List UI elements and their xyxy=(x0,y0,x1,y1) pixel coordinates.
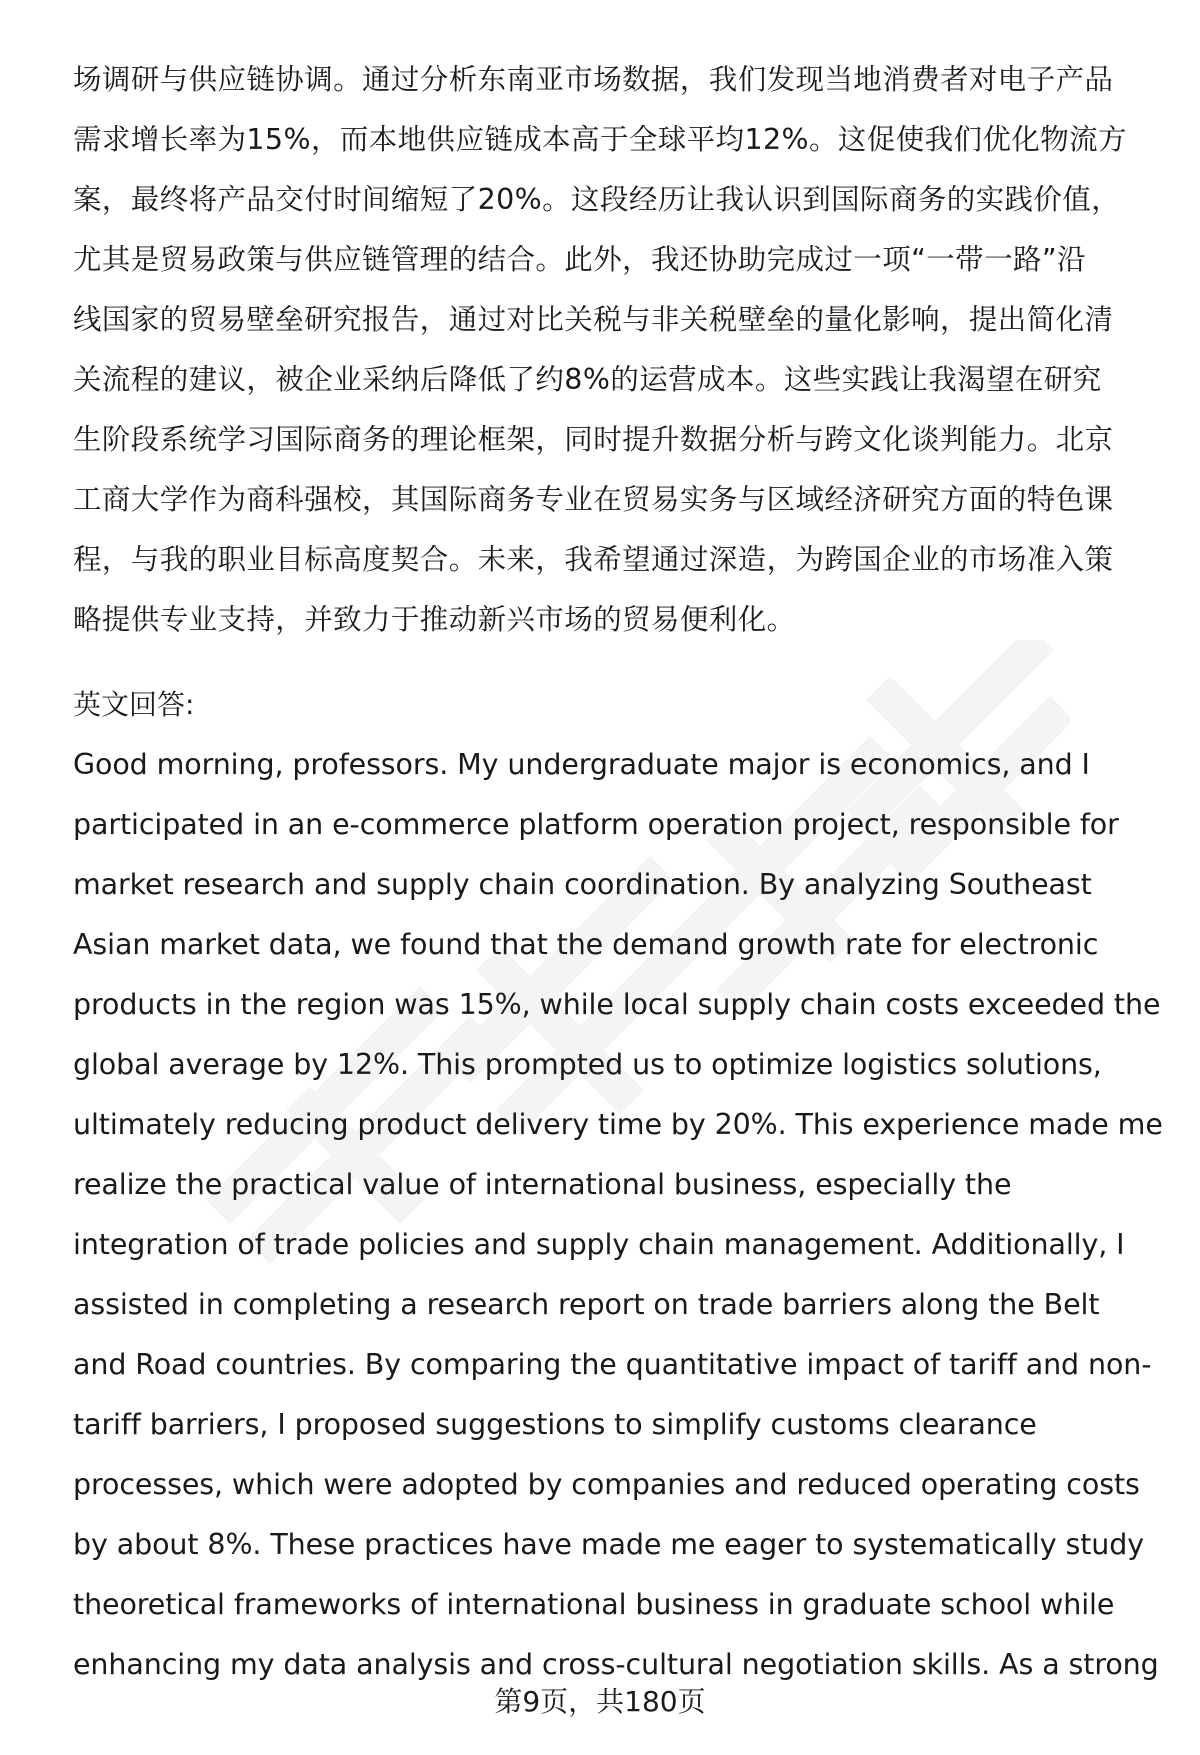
text-line: enhancing my data analysis and cross-cultural negotiation skills. As a strong xyxy=(73,1648,1159,1681)
chinese-answer-paragraph xyxy=(73,50,1153,650)
text-line: 线国家的贸易壁垒研究报告，通过对比关税与非关税壁垒的量化影响，提出简化清 xyxy=(73,303,1114,336)
text-line: market research and supply chain coordination. By analyzing Southeast xyxy=(73,868,1092,901)
text-line: 需求增长率为15%，而本地供应链成本高于全球平均12%。这促使我们优化物流方 xyxy=(73,123,1127,156)
page-number-footer: 第9页，共180页 xyxy=(494,1685,706,1718)
text-line: Good morning, professors. My undergraduate major is economics, and I xyxy=(73,748,1090,781)
text-line: assisted in completing a research report on trade barriers along the Belt xyxy=(73,1288,1100,1321)
text-line: global average by 12%. This prompted us to optimize logistics solutions, xyxy=(73,1048,1102,1081)
text-line: participated in an e-commerce platform operation project, responsible for xyxy=(73,808,1119,841)
english-answer-heading: 英文回答: xyxy=(73,688,195,721)
text-line: 程，与我的职业目标高度契合。未来，我希望通过深造，为跨国企业的市场准入策 xyxy=(73,543,1114,576)
text-line: products in the region was 15%, while local supply chain costs exceeded the xyxy=(73,988,1161,1021)
text-line: realize the practical value of international business, especially the xyxy=(73,1168,1012,1201)
text-line: 工商大学作为商科强校，其国际商务专业在贸易实务与区域经济研究方面的特色课 xyxy=(73,483,1114,516)
text-line: integration of trade policies and supply chain management. Additionally, I xyxy=(73,1228,1125,1261)
text-line: tariff barriers, I proposed suggestions to simplify customs clearance xyxy=(73,1408,1037,1441)
text-line: 案，最终将产品交付时间缩短了20%。这段经历让我认识到国际商务的实践价值， xyxy=(73,183,1121,216)
text-line: 略提供专业支持，并致力于推动新兴市场的贸易便利化。 xyxy=(73,603,796,636)
text-line: 关流程的建议，被企业采纳后降低了约8%的运营成本。这些实践让我渴望在研究 xyxy=(73,363,1102,396)
english-answer-paragraph xyxy=(73,735,1173,1695)
text-line: ultimately reducing product delivery time by 20%. This experience made me xyxy=(73,1108,1163,1141)
text-line: 生阶段系统学习国际商务的理论框架，同时提升数据分析与跨文化谈判能力。北京 xyxy=(73,423,1114,456)
text-line: by about 8%. These practices have made me eager to systematically study xyxy=(73,1528,1144,1561)
text-line: and Road countries. By comparing the quantitative impact of tariff and non- xyxy=(73,1348,1152,1381)
text-line: processes, which were adopted by companies and reduced operating costs xyxy=(73,1468,1140,1501)
text-line: Asian market data, we found that the demand growth rate for electronic xyxy=(73,928,1099,961)
text-line: 场调研与供应链协调。通过分析东南亚市场数据，我们发现当地消费者对电子产品 xyxy=(73,63,1114,96)
text-line: 尤其是贸易政策与供应链管理的结合。此外，我还协助完成过一项“一带一路”沿 xyxy=(73,243,1086,276)
text-line: theoretical frameworks of international business in graduate school while xyxy=(73,1588,1115,1621)
